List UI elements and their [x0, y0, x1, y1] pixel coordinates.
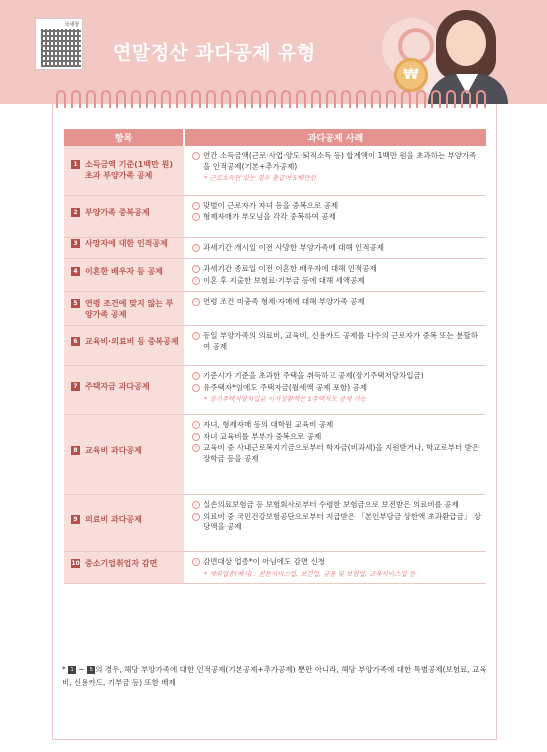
bullet-text: 자녀 교육비를 부부가 중복으로 공제 — [203, 431, 322, 441]
row-desc-cell — [184, 146, 486, 195]
bullet-text: 형제자매가 부모님을 각각 중복하여 공제 — [203, 212, 336, 221]
row-desc-cell — [184, 495, 486, 552]
qr-label: 국세청 — [64, 22, 79, 28]
bullet-text: 실손의료보험금 등 보험회사로부터 수령한 보험금으로 보전받은 의료비를 공제 — [203, 500, 459, 509]
page-title: 연말정산 과다공제 유형 — [113, 42, 316, 64]
bullet-text: 과세기간 개시일 이전 사망한 부양가족에 대해 인적공제 — [203, 242, 384, 252]
binder-ring — [206, 90, 216, 108]
desc-bullet — [192, 151, 482, 172]
row-item-cell — [64, 292, 184, 326]
binder-ring — [371, 90, 381, 108]
check-icon: ✓ — [193, 277, 199, 284]
binder-ring — [431, 90, 441, 108]
bullet-text: 동일 부양가족의 의료비, 교육비, 신용카드 공제를 다수의 근로자가 중복 또는 분할하여 공제 — [203, 331, 478, 351]
table-row — [64, 415, 486, 495]
bullet-text: 이혼 후 지출한 보험료·기부금 등에 대해 세액공제 — [203, 275, 365, 285]
row-number-badge: 5 — [71, 299, 80, 308]
row-item-cell — [64, 146, 184, 195]
binder-ring — [251, 90, 261, 108]
row-desc-cell — [184, 415, 486, 495]
desc-bullet — [192, 264, 482, 275]
bullet-text: 의료비 중 국민건강보험공단으로부터 지급받은 「본인부담금 상한액 초과환급금」 상당액을 공제 — [203, 511, 482, 531]
check-icon: ✓ — [193, 214, 199, 220]
row-item-cell — [64, 415, 184, 495]
row-item-cell — [64, 326, 184, 366]
row-item-label: 소득금액 기준(1백만 원) 초과 부양가족 공제 — [85, 160, 174, 181]
binder-ring — [86, 90, 96, 108]
row-item-label: 주택자금 과다공제 — [85, 381, 150, 391]
binder-rings — [56, 90, 490, 112]
footnote — [62, 663, 490, 689]
row-item-cell — [64, 237, 184, 259]
desc-bullet — [192, 500, 482, 511]
table-row — [64, 195, 486, 237]
desc-bullet — [192, 201, 482, 212]
binder-ring — [326, 90, 336, 108]
header-desc: 과다공제 사례 — [184, 129, 486, 146]
binder-ring — [56, 90, 66, 108]
check-icon: ✓ — [193, 202, 199, 209]
footnote-star: * — [62, 665, 66, 674]
row-item-cell — [64, 552, 184, 584]
table-row — [64, 259, 486, 292]
table-row — [64, 237, 486, 259]
row-number-badge: 7 — [71, 382, 80, 391]
row-number-badge: 9 — [71, 515, 80, 524]
bullet-text: 맞벌이 근로자가 자녀 등을 중복으로 공제 — [203, 200, 339, 210]
binder-ring — [356, 90, 366, 108]
desc-bullet — [192, 557, 482, 568]
header-item: 항목 — [64, 129, 184, 146]
deduction-table — [64, 129, 486, 584]
coin-icon: ₩ — [394, 58, 428, 92]
bullet-text: 기준시가 기준을 초과한 주택을 취득하고 공제(장기주택저당차입금) — [203, 371, 424, 380]
desc-bullet — [192, 432, 482, 443]
check-icon: ✓ — [193, 333, 199, 339]
qr-pattern-icon — [41, 29, 81, 67]
row-item-label: 중소기업취업자 감면 — [85, 558, 158, 568]
check-icon: ✓ — [193, 513, 199, 520]
check-icon: ✓ — [193, 266, 199, 272]
table-row — [64, 326, 486, 366]
row-item-label: 이혼한 배우자 등 공제 — [85, 266, 163, 276]
row-desc-cell — [184, 366, 486, 415]
binder-ring — [221, 90, 231, 108]
desc-bullet — [192, 276, 482, 287]
row-desc-cell — [184, 237, 486, 259]
binder-ring — [116, 90, 126, 108]
row-item-cell — [64, 366, 184, 415]
binder-ring — [131, 90, 141, 108]
bullet-text: 연령 조건 미충족 형제·자매에 대해 부양가족 공제 — [203, 297, 365, 306]
desc-note: * 제외업종(예시) : 전문서비스업, 보건업, 금융 및 보험업, 교육서비스업 등 — [204, 569, 416, 578]
binder-ring — [461, 90, 471, 108]
row-desc-cell — [184, 195, 486, 237]
row-item-label: 사망자에 대한 인적공제 — [85, 239, 168, 249]
bullet-text: 감면대상 업종*이 아님에도 감면 신청 — [203, 557, 325, 566]
desc-bullet — [192, 512, 482, 533]
binder-ring — [476, 90, 486, 108]
qr-code[interactable] — [35, 18, 83, 70]
page-header — [0, 0, 547, 104]
table-header-row — [64, 129, 486, 146]
desc-bullet — [192, 371, 482, 382]
row-number-badge: 4 — [71, 267, 80, 276]
row-desc-cell — [184, 259, 486, 292]
row-number-badge: 6 — [71, 337, 80, 346]
desc-bullet — [192, 383, 482, 394]
check-icon: ✓ — [193, 153, 199, 159]
binder-ring — [296, 90, 306, 108]
row-desc-cell — [184, 292, 486, 326]
bullet-text: 교육비 중 사내근로복지기금으로부터 학자금(비과세)을 지원받거나, 학교로부터 받은 장학금 등을 공제 — [203, 443, 480, 463]
binder-ring — [386, 90, 396, 108]
row-item-label: 의료비 과다공제 — [85, 514, 142, 524]
row-item-label: 부양가족 중복공제 — [85, 207, 150, 217]
binder-ring — [176, 90, 186, 108]
table-row — [64, 292, 486, 326]
row-item-label: 교육비·의료비 등 중복공제 — [85, 337, 179, 346]
footnote-box-1: 1 — [68, 666, 76, 674]
table-row — [64, 366, 486, 415]
footnote-box-5: 5 — [87, 666, 95, 674]
check-icon: ✓ — [193, 502, 199, 508]
check-icon: ✓ — [193, 433, 199, 440]
row-item-label: 교육비 과다공제 — [85, 446, 142, 455]
binder-ring — [191, 90, 201, 108]
row-item-cell — [64, 195, 184, 237]
binder-ring — [266, 90, 276, 108]
check-icon: ✓ — [193, 422, 199, 428]
row-number-badge: 8 — [71, 446, 80, 455]
desc-note: * 장기주택저당차입금 이자상환액은 1주택자도 공제 가능 — [204, 395, 367, 403]
row-item-label: 연령 조건에 맞지 않는 부양가족 공제 — [85, 298, 174, 319]
row-number-badge: 10 — [71, 559, 80, 567]
binder-ring — [446, 90, 456, 108]
check-icon: ✓ — [193, 244, 199, 251]
desc-bullet — [192, 297, 482, 308]
binder-ring — [401, 90, 411, 108]
table-row — [64, 495, 486, 552]
row-number-badge: 2 — [71, 208, 80, 217]
footnote-tilde: ~ — [78, 665, 85, 674]
row-number-badge: 1 — [71, 160, 80, 169]
row-item-cell — [64, 495, 184, 552]
footnote-text: 의 경우, 해당 부양가족에 대한 인적공제(기본공제+추가공제) 뿐만 아니라, 해당 부양가족에 대한 특별공제(보험료, 교육비, 신용카드, 기부금 등) 또한 배제 — [62, 665, 487, 687]
table-row — [64, 146, 486, 195]
woman-illustration-face — [446, 20, 486, 66]
binder-ring — [416, 90, 426, 108]
table-row — [64, 552, 486, 584]
bullet-text: 과세기간 종료일 이전 이혼한 배우자에 대해 인적공제 — [203, 264, 377, 273]
desc-bullet — [192, 331, 482, 352]
row-item-cell — [64, 259, 184, 292]
binder-ring — [71, 90, 81, 108]
desc-bullet — [192, 243, 482, 254]
row-desc-cell — [184, 326, 486, 366]
binder-ring — [146, 90, 156, 108]
check-icon: ✓ — [193, 299, 199, 305]
check-icon: ✓ — [193, 559, 199, 565]
binder-ring — [281, 90, 291, 108]
check-icon: ✓ — [193, 373, 199, 379]
desc-bullet — [192, 212, 482, 223]
row-number-badge: 3 — [71, 239, 80, 248]
desc-bullet — [192, 443, 482, 464]
binder-ring — [161, 90, 171, 108]
bullet-text: 유주택자*임에도 주택자금(월세액 공제 포함) 공제 — [203, 382, 368, 392]
row-desc-cell — [184, 552, 486, 584]
check-icon: ✓ — [193, 445, 199, 451]
binder-ring — [341, 90, 351, 108]
desc-bullet — [192, 420, 482, 431]
bullet-text: 연간 소득금액(근로·사업·양도·퇴직소득 등) 합계액이 1백만 원을 초과하는 부양가족을 인적공제(기본+추가공제) — [203, 151, 477, 171]
binder-ring — [311, 90, 321, 108]
check-icon: ✓ — [193, 384, 199, 391]
binder-ring — [101, 90, 111, 108]
binder-ring — [236, 90, 246, 108]
bullet-text: 자녀, 형제자매 등의 대학원 교육비 공제 — [203, 420, 334, 429]
desc-note: * 근로소득만 있는 경우 총급여 5백만원 — [204, 174, 316, 182]
